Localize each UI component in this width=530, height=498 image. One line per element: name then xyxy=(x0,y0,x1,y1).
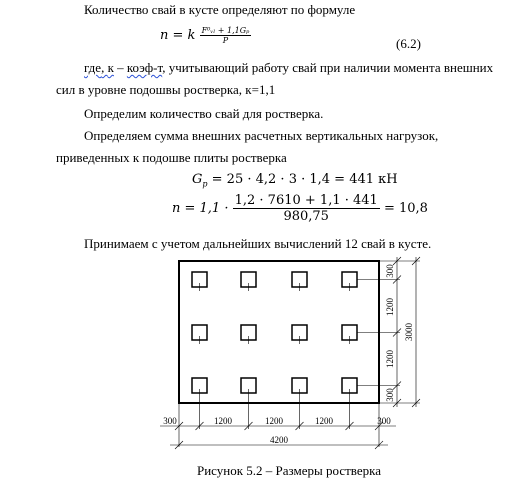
dim-right-1200-lower: 1200 xyxy=(385,350,395,368)
formula-count-numerator: 1,2 · 7610 + 1,1 · 441 xyxy=(234,193,378,208)
paragraph-k-value: сил в уровне подошвы ростверка, к=1,1 xyxy=(56,82,276,97)
formula-weight-sub: p xyxy=(202,179,208,189)
formula-count-lhs: n = 1,1 · xyxy=(172,201,229,216)
dim-bottom-total: 4200 xyxy=(270,435,288,445)
word-k: к xyxy=(107,60,114,75)
formula-pile-count-fraction xyxy=(200,26,252,45)
formula-pile-count-numerator: F⁰ᵥₗ + 1,1Gₚ xyxy=(201,26,250,35)
paragraph-determine: Определим количество свай для ростверка. xyxy=(84,106,324,121)
formula-weight xyxy=(192,172,398,189)
formula-count-result xyxy=(172,193,428,224)
dim-bottom-1200-b: 1200 xyxy=(265,416,283,426)
formula-count-denominator: 980,75 xyxy=(283,209,329,224)
word-coef: коэф-т xyxy=(126,60,163,75)
formula-count-fraction xyxy=(233,193,380,224)
dim-bottom-1200-c: 1200 xyxy=(315,416,333,426)
dim-bottom-300-right: 300 xyxy=(377,416,391,426)
formula-count-result-value: = 10,8 xyxy=(383,201,428,216)
figure-caption: Рисунок 5.2 – Размеры ростверка xyxy=(197,463,381,478)
paragraph-accept: Принимаем с учетом дальнейших вычислений 12 свай в кусте. xyxy=(84,236,432,251)
dim-bottom-1200-a: 1200 xyxy=(214,416,232,426)
dim-right-300-bottom: 300 xyxy=(385,388,395,402)
paragraph-where: где, к – коэф-т, учитывающий работу свай при наличии момента внешних xyxy=(84,60,494,75)
paragraph-where-rest: , учитывающий работу свай при наличии момента внешних xyxy=(162,60,494,75)
paragraph-loads-line1: Определяем сумма внешних расчетных вертикальных нагрузок, xyxy=(84,128,439,143)
word-where: где xyxy=(84,60,102,75)
paragraph-formula-intro: Количество свай в кусте определяют по формуле xyxy=(84,2,356,17)
dim-right-300-top: 300 xyxy=(385,264,395,278)
formula-pile-count-denominator: P xyxy=(222,36,229,45)
formula-weight-rhs: = 25 · 4,2 · 3 · 1,4 = 441 кН xyxy=(211,172,398,187)
formula-pile-count-lhs: n = k xyxy=(160,28,196,43)
paragraph-loads-line2: приведенных к подошве плиты ростверка xyxy=(56,150,287,165)
dim-right-total: 3000 xyxy=(404,323,414,341)
pile-cap-drawing xyxy=(0,255,530,465)
dim-bottom-300-left: 300 xyxy=(163,416,177,426)
pile-cap-outline xyxy=(179,261,379,403)
formula-pile-count xyxy=(160,26,251,45)
equation-number: (6.2) xyxy=(396,36,421,51)
dim-right-1200-upper: 1200 xyxy=(385,298,395,316)
formula-weight-lhs: G xyxy=(192,172,203,187)
